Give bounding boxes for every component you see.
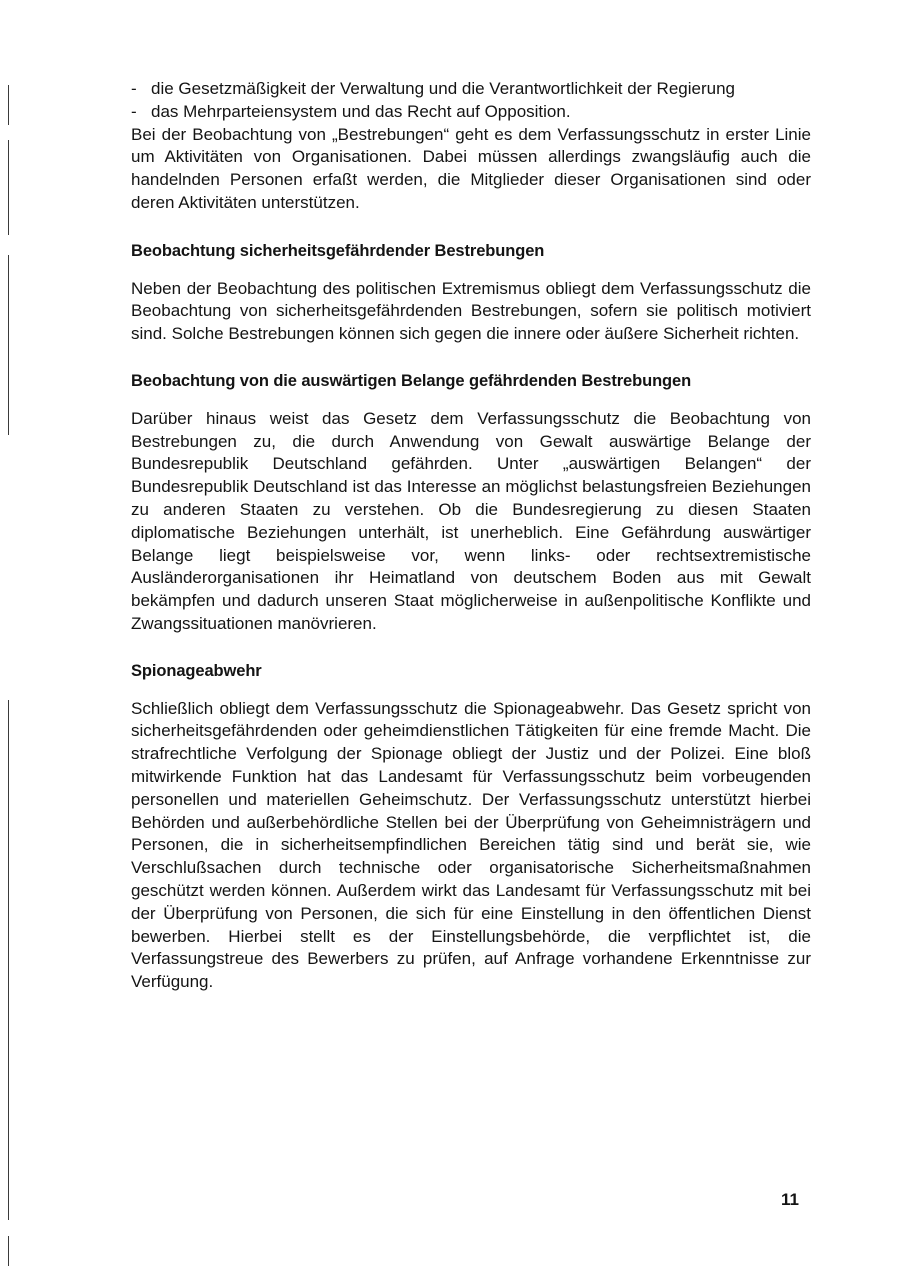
section-heading: Spionageabwehr xyxy=(131,661,262,680)
page-number: 11 xyxy=(781,1190,799,1209)
section-heading: Beobachtung sicherheitsgefährdender Bestrebungen xyxy=(131,241,545,260)
bullet-dash: - xyxy=(131,101,137,121)
scan-edge-mark xyxy=(8,140,9,235)
scan-edge-mark xyxy=(8,255,9,435)
section-paragraph: Neben der Beobachtung des politischen Extremismus obliegt dem Verfassungsschutz die Beobachtung von sicherheitsgefährdenden Bestrebungen, sofern sie politisch motiviert sind. Solche Bestrebungen können sich gegen die innere oder äußere Sicherheit richten. xyxy=(131,278,811,344)
page-content xyxy=(131,78,811,994)
scan-edge-mark xyxy=(8,1236,9,1266)
section-paragraph: Darüber hinaus weist das Gesetz dem Verfassungsschutz die Beobachtung von Bestrebungen zu, die durch Anwendung von Gewalt auswärtige Belange der Bundesrepublik Deutschland gefährden. Unter „auswärtigen Belangen“ der Bundesrepublik Deutschland ist das Interesse an möglichst belastungsfreien Beziehungen zu anderen Staaten zu verstehen. Ob die Bundesregierung zu diesen Staaten diplomatische Beziehungen unterhält, ist unerheblich. Eine Gefährdung auswärtiger Belange liegt beispielsweise vor, wenn links- oder rechtsextremistische Ausländerorganisationen ihr Heimatland von deutschem Boden aus mit Gewalt bekämpfen und dadurch unseren Staat möglicherweise in außenpolitische Konflikte und Zwangssituationen manövrieren. xyxy=(131,408,811,633)
scan-edge-mark xyxy=(8,85,9,125)
intro-paragraph: Bei der Beobachtung von „Bestrebungen“ geht es dem Verfassungsschutz in erster Linie um Aktivitäten von Organisationen. Dabei müssen allerdings zwangsläufig auch die handelnden Personen erfaßt werden, die Mitglieder dieser Organisationen sind oder deren Aktivitäten unterstützen. xyxy=(131,124,811,212)
scan-edge-mark xyxy=(8,700,9,1220)
bullet-text: das Mehrparteiensystem und das Recht auf Opposition. xyxy=(151,101,571,121)
bullet-dash: - xyxy=(131,79,137,98)
section-paragraph: Schließlich obliegt dem Verfassungsschutz die Spionageabwehr. Das Gesetz spricht von sicherheitsgefährdenden oder geheimdienstlichen Tätigkeiten für eine fremde Macht. Die strafrechtliche Verfolgung der Spionage obliegt der Justiz und der Polizei. Eine bloß mitwirkende Funktion hat das Landesamt für Verfassungsschutz beim vorbeugenden personellen und materiellen Geheimschutz. Der Verfassungsschutz unterstützt hierbei Behörden und außerbehördliche Stellen bei der Überprüfung von Geheimnisträgern und Personen, die in sicherheitsempfindlichen Bereichen tätig sind und berät sie, wie Verschlußsachen durch technische oder organisatorische Sicherheitsmaßnahmen geschützt werden können. Außerdem wirkt das Landesamt für Verfassungsschutz mit bei der Überprüfung von Personen, die sich für eine Einstellung in den öffentlichen Dienst bewerben. Hierbei stellt es der Einstellungsbehörde, die verpflichtet ist, die Verfassungstreue des Bewerbers zu prüfen, auf Anfrage vorhandene Erkenntnisse zur Verfügung. xyxy=(131,698,811,992)
list-item xyxy=(131,78,811,101)
section-heading: Beobachtung von die auswärtigen Belange gefährdenden Bestrebungen xyxy=(131,371,692,390)
bullet-text: die Gesetzmäßigkeit der Verwaltung und die Verantwortlichkeit der Regierung xyxy=(151,79,735,98)
list-item xyxy=(131,101,811,124)
